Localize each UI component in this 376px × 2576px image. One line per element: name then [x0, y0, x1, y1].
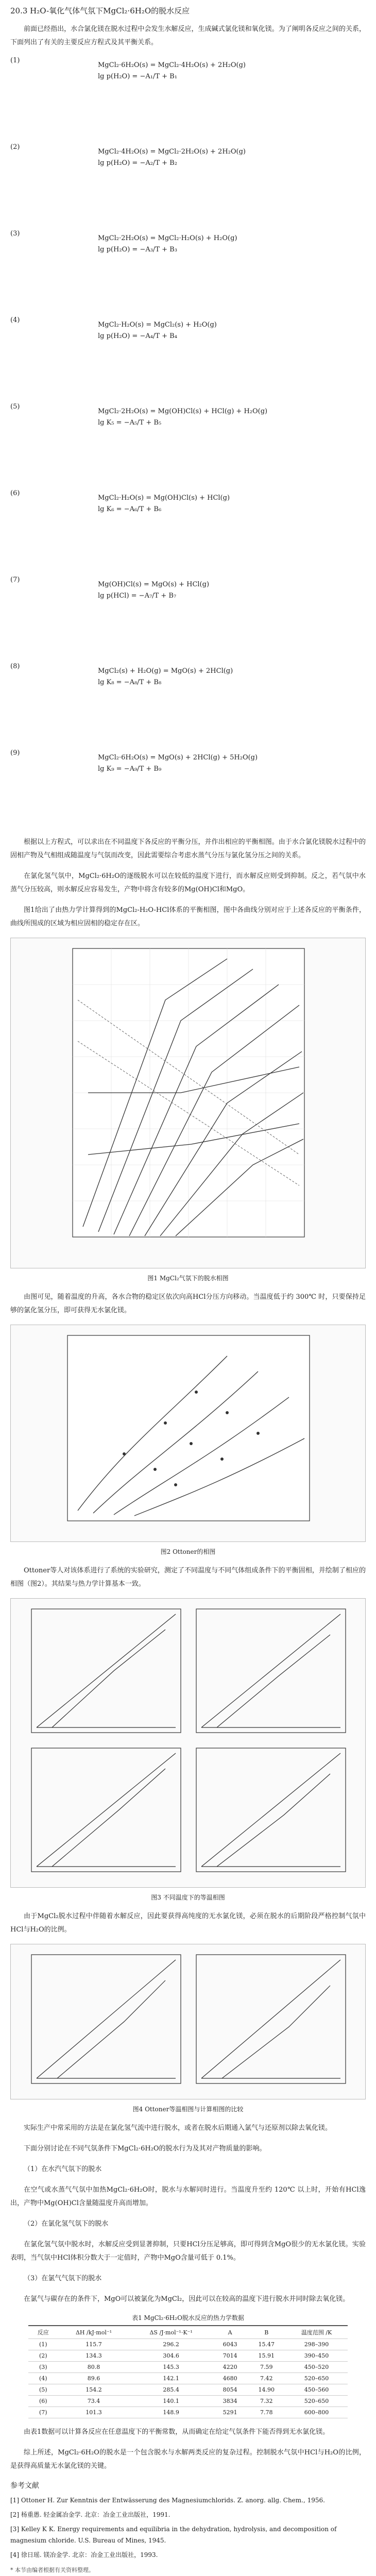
equation-9: (9) MgCl₂·6H₂O(s) = MgO(s) + 2HCl(g) + 5H₂O(g) lg K₉ = −A₉/T + B₉ [10, 749, 258, 773]
subsection [10, 2272, 366, 2306]
after-table-paragraph: 由表1数据可以计算各反应在任意温度下的平衡常数，从而确定在给定气氛条件下能否得到无水氯化镁。 [24, 2428, 330, 2436]
table-row: (6) 73.4 140.1 3834 7.32 520–650 [28, 2396, 348, 2407]
later-paragraph: 下面分别讨论在不同气氛条件下MgCl₂·6H₂O的脱水行为及其对产物质量的影响。 [24, 2145, 266, 2153]
mid-paragraph: Ottoner等人对该体系进行了系统的实验研究，测定了不同温度与不同气体组成条件下的平衡固相，并绘制了相应的相图（图2）。其结果与热力学计算基本一致。 [10, 1567, 366, 1588]
equation-7: (7) Mg(OH)Cl(s) = MgO(s) + HCl(g) lg p(HCl) = −A₇/T + B₇ [10, 576, 210, 600]
table-caption: 表1 MgCl₂·6H₂O脱水反应的热力学数据 [132, 2314, 244, 2321]
subsection [10, 2163, 366, 2210]
figure-4-caption: 图4 Ottoner等温相图与计算相图的比较 [132, 2106, 244, 2113]
equation-5: (5) MgCl₂·2H₂O(s) = Mg(OH)Cl(s) + HCl(g) + H₂O(g) lg K₅ = −A₅/T + B₅ [10, 403, 268, 427]
after-table-paragraph: 综上所述，MgCl₂·6H₂O的脱水是一个包含脱水与水解两类反应的复杂过程。控制脱水气氛中HCl与H₂O的比例，是获得高质量无水氯化镁的关键。 [10, 2449, 366, 2470]
equation-1: (1) MgCl₂·6H₂O(s) = MgCl₂·4H₂O(s) + 2H₂O(g) lg p(H₂O) = −A₁/T + B₁ [10, 57, 246, 80]
figure-2-diagram [11, 1325, 365, 1541]
reference-item: [1] Ottoner H. Zur Kenntnis der Entwässerung des Magnesiumchlorids. Z. anorg. allg. Chem., 1956. [10, 2497, 325, 2504]
reference-item: [4] 徐日瑶. 镁冶金学. 北京：冶金工业出版社，1993. [10, 2551, 158, 2558]
footnote: * 本节由编者根据有关资料整理。 [10, 2567, 94, 2573]
figure-3-diagram [11, 1599, 365, 1887]
table-header-row: 反应 ΔH /kJ·mol⁻¹ ΔS /J·mol⁻¹·K⁻¹ A B 温度范围 /K [28, 2326, 348, 2339]
table-row: (4) 89.6 142.1 4680 7.42 520–650 [28, 2373, 348, 2384]
intro-paragraph: 前面已经指出，水合氯化镁在脱水过程中会发生水解反应，生成碱式氯化镁和氧化镁。为了阐明各反应之间的关系，下面列出了有关的主要反应方程式及其平衡关系。 [10, 25, 366, 46]
equation-list [10, 57, 366, 826]
subsection-title: （1）在水汽气氛下的脱水 [24, 2165, 102, 2173]
figure-3 [10, 1598, 366, 1888]
table-row: (3) 80.8 145.3 4220 7.59 450–520 [28, 2362, 348, 2373]
thermo-table [28, 2325, 348, 2418]
later-paragraph: 由于MgCl₂脱水过程中伴随着水解反应，因此要获得高纯度的无水氯化镁，必须在脱水的后期阶段严格控制气氛中HCl与H₂O的比例。 [10, 1912, 366, 1934]
later-paragraph: 实际生产中常采用的方法是在氯化氢气流中进行脱水，或者在脱水后期通入氯气与还原剂以除去氧化镁。 [24, 2124, 332, 2132]
body-paragraph: 图1给出了由热力学计算得到的MgCl₂-H₂O-HCl体系的平衡相图，图中各曲线分别对应于上述各反应的平衡条件，曲线所围成的区域为相应固相的稳定存在区。 [10, 906, 366, 927]
table-row: (7) 101.3 148.9 5291 7.78 600–800 [28, 2407, 348, 2418]
subsection-text: 在氯气与碳存在的条件下，MgO可以被氯化为MgCl₂，因此可以在较高的温度下进行脱水并同时除去氧化镁。 [24, 2295, 350, 2303]
subsection-title: （3）在氯气气氛下的脱水 [24, 2275, 102, 2282]
figure-2-caption: 图2 Ottoner的相图 [160, 1548, 216, 1555]
figure-1-caption: 图1 MgCl₂气氛下的脱水相图 [147, 1275, 229, 1282]
figure-4-diagram [11, 1944, 365, 2099]
document-page [10, 5, 366, 2574]
subsection-text: 在空气或水蒸气气氛中加热MgCl₂·6H₂O时，脱水与水解同时进行。当温度升至约 120℃ 以上时，开始有HCl逸出，产物中Mg(OH)Cl含量随温度升高而增加。 [10, 2186, 366, 2207]
reference-item: [3] Kelley K K. Energy requirements and equilibria in the dehydration, hydrolysis, and decomposition of magnesium chloride. U.S. Bureau of Mines, 1945. [10, 2526, 337, 2544]
table-row: (2) 134.3 304.6 7014 15.91 390–450 [28, 2350, 348, 2362]
mid-paragraph: 由图可见，随着温度的升高，各水合物的稳定区依次向高HCl分压方向移动。当温度低于约 300℃ 时，只要保持足够的氯化氢分压，即可获得无水氯化镁。 [10, 1293, 366, 1314]
figure-4 [10, 1944, 366, 2099]
figure-1 [10, 938, 366, 1268]
equation-4: (4) MgCl₂·H₂O(s) = MgCl₂(s) + H₂O(g) lg p(H₂O) = −A₄/T + B₄ [10, 316, 217, 340]
figure-1-diagram [11, 938, 365, 1268]
table-row: (1) 115.7 296.2 6043 15.47 298–390 [28, 2339, 348, 2350]
body-paragraph: 在氯化氢气氛中，MgCl₂·6H₂O的逐级脱水可以在较低的温度下进行，而水解反应则受到抑制。反之，若气氛中水蒸气分压较高，则水解反应容易发生，产物中将含有较多的Mg(OH)Cl和MgO。 [10, 872, 366, 893]
subsection-text: 在氯化氢气氛中脱水时，水解反应受到显著抑制，只要HCl分压足够高，即可得到含MgO很少的无水氯化镁。实验表明，当气氛中HCl体积分数大于一定值时，产物中MgO含量可低于 0.1%。 [10, 2241, 366, 2262]
equation-2: (2) MgCl₂·4H₂O(s) = MgCl₂·2H₂O(s) + 2H₂O(g) lg p(H₂O) = −A₂/T + B₂ [10, 143, 246, 167]
figure-2 [10, 1325, 366, 1542]
body-paragraph: 根据以上方程式，可以求出在不同温度下各反应的平衡分压，并作出相应的平衡相图。由于水合氯化镁脱水过程中的固相产物及气相组成随温度与气氛而改变，因此需要综合考虑水蒸气分压与氯化氢分压之间的关系。 [10, 838, 366, 859]
equation-8: (8) MgCl₂(s) + H₂O(g) = MgO(s) + 2HCl(g) lg K₈ = −A₈/T + B₈ [10, 663, 233, 686]
table-row: (5) 154.2 285.4 8054 14.90 450–560 [28, 2384, 348, 2396]
reference-item: [2] 杨重愚. 轻金属冶金学. 北京：冶金工业出版社，1991. [10, 2511, 170, 2518]
subsection-title: （2）在氯化氢气氛下的脱水 [24, 2220, 109, 2228]
reference-list [10, 2495, 366, 2561]
subsection [10, 2217, 366, 2265]
figure-3-caption: 图3 不同温度下的等温相图 [151, 1894, 225, 1901]
references-title: 参考文献 [10, 2482, 39, 2490]
equation-6: (6) MgCl₂·H₂O(s) = Mg(OH)Cl(s) + HCl(g) lg K₆ = −A₆/T + B₆ [10, 489, 230, 513]
section-title: 20.3 H₂O-氧化气体气氛下MgCl₂·6H₂O的脱水反应 [10, 6, 190, 15]
equation-3: (3) MgCl₂·2H₂O(s) = MgCl₂·H₂O(s) + H₂O(g) lg p(H₂O) = −A₃/T + B₃ [10, 230, 237, 253]
